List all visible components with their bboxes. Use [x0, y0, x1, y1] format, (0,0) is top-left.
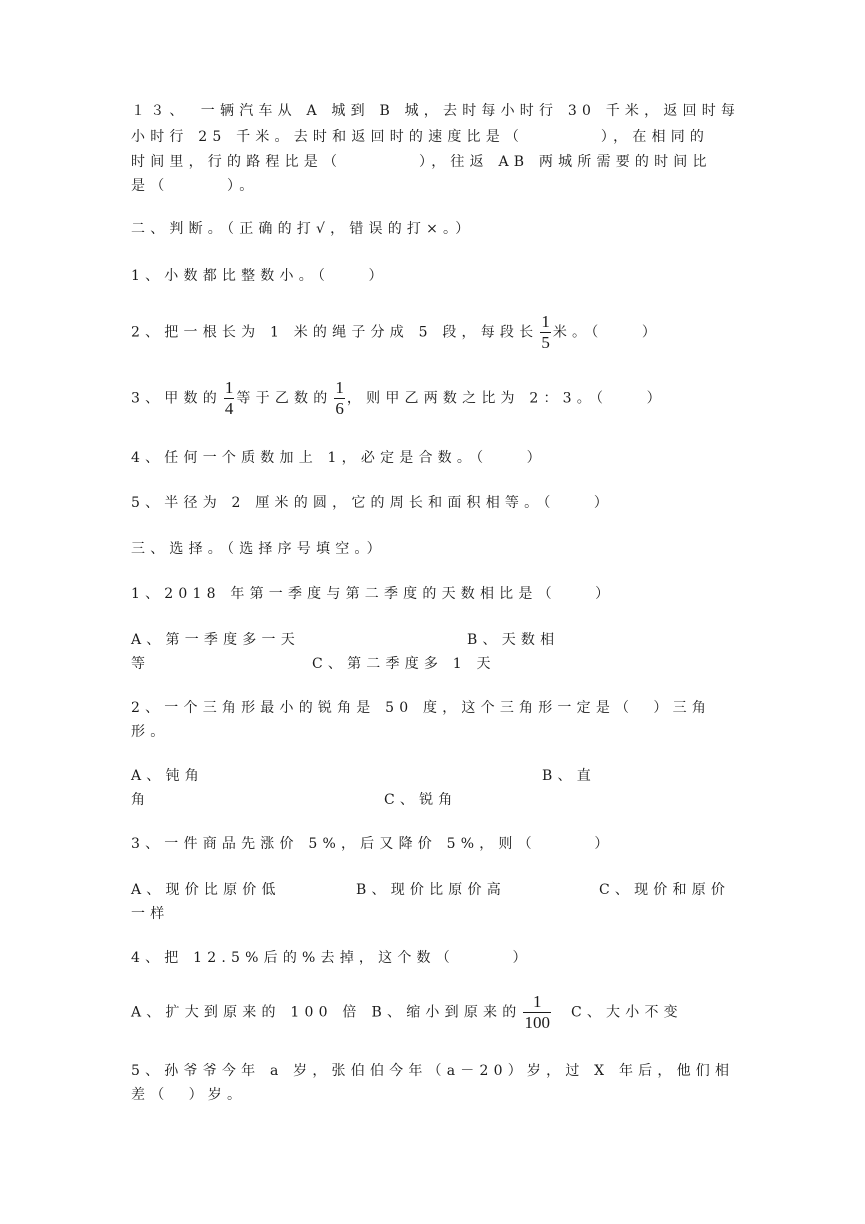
choice-5-stem-2: 差（ ）岁。 — [131, 1087, 247, 1103]
choice-1-option-a: A、第一季度多一天 — [131, 632, 300, 648]
judge-item-3 — [131, 378, 666, 419]
fraction — [540, 312, 551, 353]
fraction — [224, 378, 235, 419]
choice-3-option-b: B、现价比原价高 — [356, 882, 506, 898]
choice-1-stem: 1、2018 年第一季度与第二季度的天数相比是（ ） — [131, 586, 615, 602]
judge-item-3-post: ，则甲乙两数之比为 2：3。（ ） — [346, 390, 666, 407]
choice-2-stem-1: 2、一个三角形最小的锐角是 50 度，这个三角形一定是（ ）三角 — [131, 700, 712, 716]
q13-line-4: 是（ ）。 — [131, 178, 259, 194]
fraction — [523, 992, 551, 1033]
choice-1-option-c: C、第二季度多 1 天 — [312, 656, 496, 672]
fraction-denominator: 6 — [335, 399, 344, 418]
choice-4-option-b: B、缩小到原来的 — [371, 1004, 522, 1021]
q13-line-1: １３、 一辆汽车从 A 城到 B 城，去时每小时行 30 千米，返回时每 — [131, 103, 741, 119]
choice-2-option-c: C、锐角 — [384, 792, 458, 808]
judge-item-3-mid: 等于乙数的 — [236, 390, 333, 407]
choice-3-option-a: A、现价比原价低 — [131, 882, 281, 898]
fraction-numerator: 1 — [335, 378, 344, 397]
choice-2-option-a: A、钝角 — [131, 768, 204, 784]
judge-item-2-pre: 2、把一根长为 1 米的绳子分成 5 段，每段长 — [131, 324, 539, 341]
choice-3-option-c-cont: 一样 — [131, 906, 170, 922]
judge-item-2 — [131, 312, 661, 353]
fraction-numerator: 1 — [541, 312, 550, 331]
choice-4-stem: 4、把 12.5%后的%去掉，这个数（ ） — [131, 950, 532, 966]
section2-heading: 二、判断。（正确的打√，错误的打×。） — [131, 221, 475, 237]
section3-heading: 三、选择。（选择序号填空。） — [131, 541, 386, 557]
choice-2-stem-2: 形。 — [131, 724, 170, 740]
choice-1-option-b: B、天数相 — [467, 632, 560, 648]
choice-4-option-c: C、大小不变 — [570, 1004, 683, 1021]
choice-4-options — [131, 992, 683, 1033]
choice-4-option-a: A、扩大到原来的 100 倍 — [131, 1004, 362, 1021]
judge-item-3-pre: 3、甲数的 — [131, 390, 222, 407]
choice-5-stem-1: 5、孙爷爷今年 a 岁，张伯伯今年（a－20）岁，过 X 年后，他们相 — [131, 1063, 735, 1079]
q13-line-3: 时间里，行的路程比是（ ），往返 AB 两城所需要的时间比 — [131, 154, 712, 170]
fraction — [334, 378, 345, 419]
fraction-denominator: 4 — [224, 399, 234, 418]
judge-item-5: 5、半径为 2 厘米的圆，它的周长和面积相等。（ ） — [131, 495, 614, 511]
choice-3-stem: 3、一件商品先涨价 5%，后又降价 5%，则（ ） — [131, 836, 614, 852]
judge-item-4: 4、任何一个质数加上 1，必定是合数。（ ） — [131, 450, 546, 466]
fraction-numerator: 1 — [224, 378, 234, 397]
choice-2-option-b: B、直 — [542, 768, 596, 784]
fraction-denominator: 5 — [541, 333, 550, 352]
choice-1-option-b-cont: 等 — [131, 656, 151, 672]
fraction-numerator: 1 — [532, 992, 542, 1011]
judge-item-1: 1、小数都比整数小。（ ） — [131, 268, 388, 284]
choice-2-option-b-cont: 角 — [131, 792, 151, 808]
q13-line-2: 小时行 25 千米。去时和返回时的速度比是（ ），在相同的 — [131, 129, 710, 145]
choice-3-option-c: C、现价和原价 — [599, 882, 731, 898]
fraction-denominator: 100 — [524, 1013, 550, 1032]
judge-item-2-post: 米。（ ） — [552, 324, 662, 341]
